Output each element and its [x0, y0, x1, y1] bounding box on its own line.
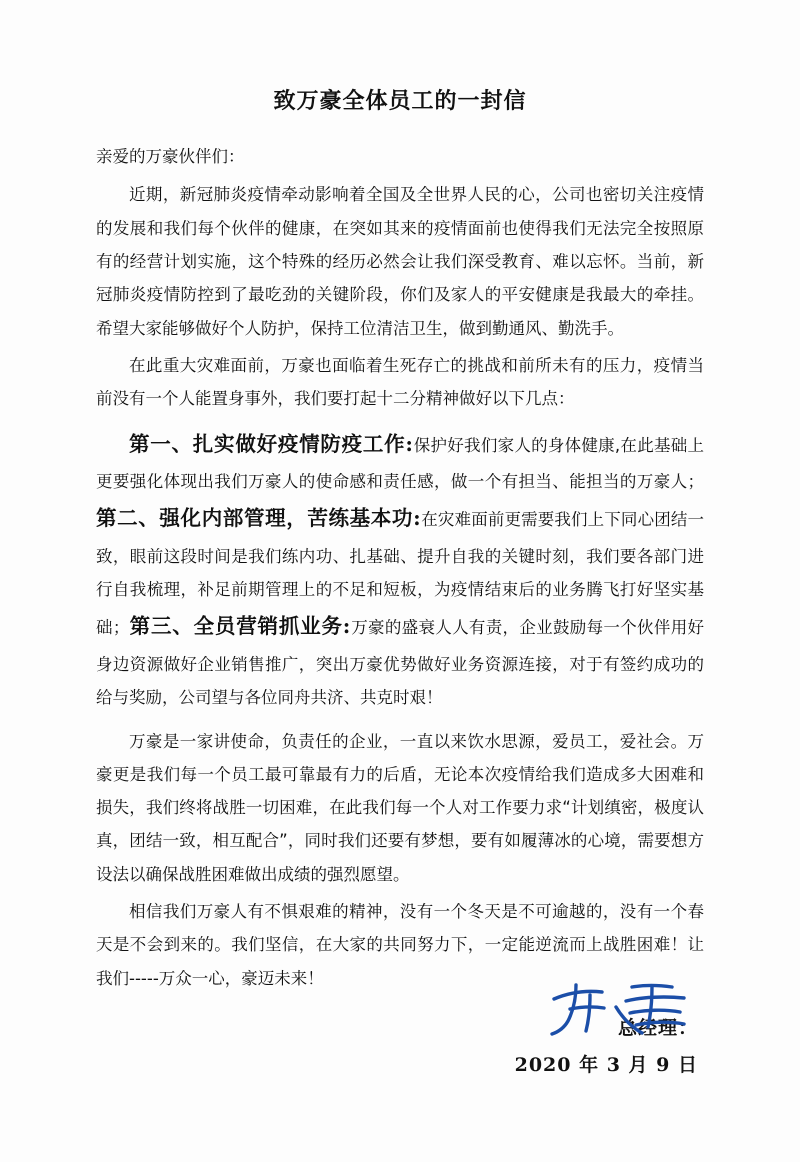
page-title: 致万豪全体员工的一封信	[273, 88, 527, 114]
point-3-heading: 第三、全员营销抓业务:	[129, 614, 351, 639]
paragraph-intro: 近期，新冠肺炎疫情牵动影响着全国及全世界人民的心，公司也密切关注疫情的发展和我们每个伙伴的健康，在突如其来的疫情面前也使得我们无法完全按照原有的经营计划实施，这个特殊的经历必然会让我们深受教育、难以忘怀。当前，新冠肺炎疫情防控到了最吃劲的关键阶段，你们及家人的平安健康是我最大的牵挂。希望大家能够做好个人防护，保持工位清洁卫生，做到勤通风、勤洗手。	[96, 185, 704, 338]
point-2-heading: 第二、强化内部管理，苦练基本功:	[96, 506, 422, 531]
point-2-text: 在灾难面前更需要我们上下同心团结一致，眼前这段时间是我们练内功、扎基础、提升自我的关键时刻，我们要各部门进行自我梳理，补足前期管理上的不足和短板，为疫情结束后的业务腾飞打好坚实基础；	[96, 510, 704, 638]
paragraph-mission: 万豪是一家讲使命，负责任的企业，一直以来饮水思源，爱员工，爱社会。万豪更是我们每一个员工最可靠最有力的后盾，无论本次疫情给我们造成多大困难和损失，我们终将战胜一切困难，在此我们每一个人对工作要力求“计划缜密，极度认真，团结一致，相互配合”，同时我们还要有梦想，要有如履薄冰的心境，需要想方设法以确保战胜困难做出成绩的强烈愿望。	[96, 731, 704, 884]
point-1-text: 保护好我们家人的身体健康,在此基础上更要强化体现出我们万豪人的使命感和责任感，做一个有担当、能担当的万豪人；	[96, 435, 704, 492]
salutation: 亲爱的万豪伙伴们：	[96, 147, 245, 166]
paragraph-challenge: 在此重大灾难面前，万豪也面临着生死存亡的挑战和前所未有的压力，疫情当前没有一个人能置身事外，我们要打起十二分精神做好以下几点：	[96, 355, 704, 409]
signature-date: 2020 年 3 月 9 日	[514, 1054, 698, 1077]
point-1-heading: 第一、扎实做好疫情防疫工作:	[129, 431, 414, 456]
paragraph-belief: 相信我们万豪人有不惧艰难的精神，没有一个冬天是不可逾越的，没有一个春天是不会到来的。我们坚信，在大家的共同努力下，一定能逆流而上战胜困难！让我们-----万众一心，豪迈未来！	[96, 902, 704, 988]
points-block	[96, 424, 704, 715]
point-3-text: 万豪的盛衰人人有责，企业鼓励每一个伙伴用好身边资源做好企业销售推广，突出万豪优势做好业务资源连接，对于有签约成功的给与奖励，公司望与各位同舟共济、共克时艰！	[96, 618, 705, 708]
signature-label: 总经理：	[617, 1017, 698, 1040]
signature-block	[96, 1013, 704, 1040]
